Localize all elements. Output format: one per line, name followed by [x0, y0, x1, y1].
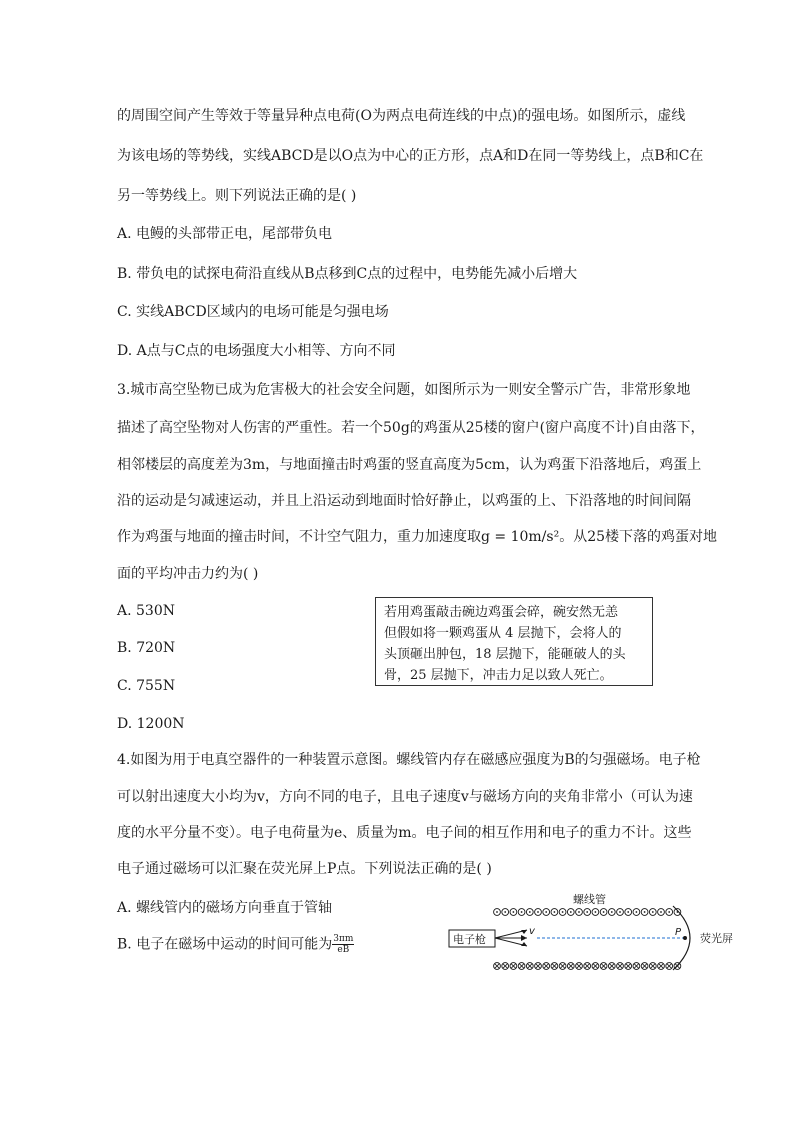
q2-text-line-2: 为该电场的等势线，实线ABCD是以O点为中心的正方形，点A和D在同一等势线上，点B和C在 — [117, 148, 704, 164]
screen-label: 荧光屏 — [700, 932, 733, 945]
q4-text-line-1: 4.如图为用于电真空器件的一种装置示意图。螺线管内存在磁感应强度为B的匀强磁场。电子枪 — [117, 752, 701, 768]
q3-text-line-3: 相邻楼层的高度差为3m，与地面撞击时鸡蛋的竖直高度为5cm，认为鸡蛋下沿落地后，鸡蛋上 — [117, 457, 702, 473]
solenoid-diagram — [445, 890, 745, 980]
warning-ad-line-2: 但假如将一颗鸡蛋从 4 层抛下，会将人的 — [384, 626, 622, 641]
point-p-label: P — [675, 927, 682, 938]
coil-dot — [611, 911, 613, 913]
coil-dot — [562, 911, 564, 913]
warning-ad-line-4: 骨，25 层抛下，冲击力足以致人死亡。 — [384, 668, 613, 683]
velocity-label: v — [529, 926, 535, 937]
coil-dot — [545, 911, 547, 913]
coil-dot — [652, 911, 654, 913]
q3-text-line-2: 描述了高空坠物对人伤害的严重性。若一个50g的鸡蛋从25楼的窗户(窗户高度不计)自由落下， — [117, 420, 705, 436]
q3-text-line-6: 面的平均冲击力约为( ) — [117, 566, 259, 582]
q3-option-d: D. 1200N — [117, 716, 185, 732]
coil-dot — [513, 911, 515, 913]
solenoid-top-coils — [494, 909, 681, 916]
arrowhead-mid — [521, 935, 527, 941]
time-fraction — [332, 934, 354, 955]
warning-ad-box — [375, 597, 653, 686]
coil-dot — [636, 911, 638, 913]
coil-dot — [619, 911, 621, 913]
arrowhead-down — [521, 942, 527, 946]
coil-dot — [660, 911, 662, 913]
fluorescent-screen-arc — [673, 906, 690, 970]
q4-option-b-text: B. 电子在磁场中运动的时间可能为 — [117, 936, 333, 953]
q4-option-b — [117, 934, 354, 955]
coil-dot — [496, 911, 498, 913]
warning-ad-line-1: 若用鸡蛋敲击碗边鸡蛋会碎，碗安然无恙 — [384, 605, 619, 620]
coil-dot — [537, 911, 539, 913]
fraction-denominator: eB — [337, 945, 350, 955]
q4-text-line-2: 可以射出速度大小均为v，方向不同的电子，且电子速度v与磁场方向的夹角非常小（可认为速 — [117, 789, 693, 805]
coil-dot — [595, 911, 597, 913]
q3-option-b: B. 720N — [117, 640, 176, 656]
warning-ad-line-3: 头顶砸出肿包，18 层抛下，能砸破人的头 — [384, 647, 626, 662]
arrowhead-up — [521, 930, 527, 934]
q3-text-line-1: 3.城市高空坠物已成为危害极大的社会安全问题，如图所示为一则安全警示广告，非常形象地 — [117, 382, 691, 398]
q3-text-line-5: 作为鸡蛋与地面的撞击时间，不计空气阻力，重力加速度取g = 10m/s²。从25楼下落的鸡蛋对地 — [117, 529, 718, 545]
q2-option-b: B. 带负电的试探电荷沿直线从B点移到C点的过程中，电势能先减小后增大 — [117, 266, 578, 282]
coil-dot — [504, 911, 506, 913]
q4-text-line-4: 电子通过磁场可以汇聚在荧光屏上P点。下列说法正确的是( ) — [117, 861, 492, 877]
fraction-numerator: 3πm — [333, 934, 354, 944]
coil-dot — [521, 911, 523, 913]
coil-dot — [578, 911, 580, 913]
point-p-dot — [683, 936, 687, 940]
coil-dot — [644, 911, 646, 913]
q3-option-a: A. 530N — [117, 603, 175, 619]
electron-gun-label: 电子枪 — [453, 933, 486, 946]
q2-option-a: A. 电鳗的头部带正电，尾部带负电 — [117, 226, 333, 242]
coil-dot — [668, 911, 670, 913]
q3-text-line-4: 沿的运动是匀减速运动，并且上沿运动到地面时恰好静止，以鸡蛋的上、下沿落地的时间间隔 — [117, 493, 691, 509]
coil-dot — [529, 911, 531, 913]
coil-dot — [586, 911, 588, 913]
q2-text-line-1: 的周围空间产生等效于等量异种点电荷(O为两点电荷连线的中点)的强电场。如图所示，虚线 — [117, 108, 686, 124]
q2-option-d: D. A点与C点的电场强度大小相等、方向不同 — [117, 343, 396, 359]
coil-dot — [603, 911, 605, 913]
solenoid-bottom-coils — [494, 963, 681, 970]
coil-dot — [554, 911, 556, 913]
q2-text-line-3: 另一等势线上。则下列说法正确的是( ) — [117, 188, 357, 204]
q3-option-c: C. 755N — [117, 678, 176, 694]
coil-dot — [570, 911, 572, 913]
q2-option-c: C. 实线ABCD区域内的电场可能是匀强电场 — [117, 304, 389, 320]
q4-text-line-3: 度的水平分量不变）。电子电荷量为e、质量为m。电子间的相互作用和电子的重力不计。这些 — [117, 825, 692, 841]
solenoid-label: 螺线管 — [573, 893, 606, 906]
coil-dot — [627, 911, 629, 913]
q4-option-a: A. 螺线管内的磁场方向垂直于管轴 — [117, 900, 333, 916]
